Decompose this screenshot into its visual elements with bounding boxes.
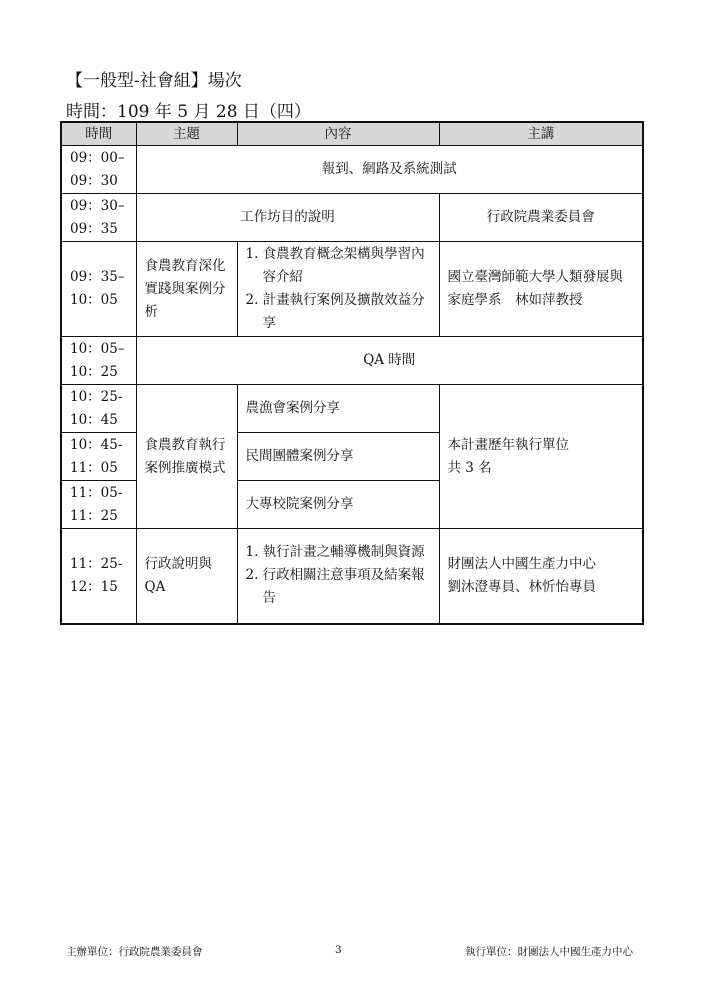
speaker-cell xyxy=(439,385,643,529)
table-header-row xyxy=(61,122,643,146)
time-end: 09：30 xyxy=(70,172,118,189)
time-start: 09：30– xyxy=(70,197,125,214)
content-cell: 報到、網路及系統測試 xyxy=(136,146,643,194)
time-start: 09：00– xyxy=(70,149,125,166)
speaker-cell xyxy=(439,529,643,624)
time-start: 10：25- xyxy=(70,388,123,405)
table-row xyxy=(61,146,643,194)
session-date: 時間：109 年 5 月 28 日（四） xyxy=(66,102,311,122)
table-row xyxy=(61,529,643,624)
topic-cell: 食農教育深化實踐與案例分析 xyxy=(136,242,237,337)
time-end: 12：15 xyxy=(70,578,118,595)
footer-organizer: 主辦單位：行政院農業委員會 xyxy=(66,946,203,958)
topic-cell: 工作坊目的說明 xyxy=(136,194,439,242)
list-item: 1. 執行計畫之輔導機制與資源 xyxy=(245,544,425,561)
topic-cell: 食農教育執行案例推廣模式 xyxy=(136,385,237,529)
time-start: 10：45- xyxy=(70,436,123,453)
table-row xyxy=(61,337,643,385)
content-list xyxy=(246,243,431,335)
time-cell xyxy=(61,146,136,194)
time-cell xyxy=(61,385,136,433)
time-start: 11：25- xyxy=(70,555,123,572)
time-cell xyxy=(61,529,136,624)
time-end: 11：05 xyxy=(70,459,118,476)
list-item: 2. 行政相關注意事項及結案報告 xyxy=(245,567,425,607)
content-cell: 農漁會案例分享 xyxy=(237,385,439,433)
time-cell xyxy=(61,242,136,337)
content-cell xyxy=(237,242,439,337)
speaker-cell: 行政院農業委員會 xyxy=(439,194,643,242)
speaker-line: 本計畫歷年執行單位 xyxy=(447,436,569,453)
content-cell: 民間團體案例分享 xyxy=(237,433,439,481)
time-cell xyxy=(61,433,136,481)
time-end: 10：45 xyxy=(70,411,118,428)
speaker-line: 共 3 名 xyxy=(447,459,492,476)
time-start: 09：35– xyxy=(70,269,125,285)
column-header-time: 時間 xyxy=(61,122,136,146)
footer-executor: 執行單位：財團法人中國生產力中心 xyxy=(465,946,633,958)
list-item: 1. 食農教育概念架構與學習內容介紹 xyxy=(245,246,425,285)
speaker-line: 財團法人中國生產力中心 xyxy=(447,555,596,572)
content-cell: 大專校院案例分享 xyxy=(237,481,439,529)
time-end: 11：25 xyxy=(70,507,118,524)
session-title: 【一般型-社會組】場次 xyxy=(66,71,242,91)
list-item: 2. 計畫執行案例及擴散效益分享 xyxy=(245,292,425,331)
table-row xyxy=(61,385,643,433)
time-end: 10：05 xyxy=(70,292,118,308)
page-number: 3 xyxy=(335,944,342,956)
time-cell xyxy=(61,337,136,385)
time-cell xyxy=(61,481,136,529)
content-list xyxy=(246,541,431,610)
table-row xyxy=(61,242,643,337)
time-end: 10：25 xyxy=(70,363,118,380)
time-end: 09：35 xyxy=(70,220,118,237)
time-start: 11：05- xyxy=(70,484,123,501)
topic-cell: 行政說明與QA xyxy=(136,529,237,624)
column-header-content: 內容 xyxy=(237,122,439,146)
table-row xyxy=(61,194,643,242)
time-start: 10：05– xyxy=(70,340,125,357)
speaker-line: 劉沐澄專員、林忻怡專員 xyxy=(447,578,596,595)
column-header-speaker: 主講 xyxy=(439,122,643,146)
content-cell: QA 時間 xyxy=(136,337,643,385)
content-cell xyxy=(237,529,439,624)
speaker-cell: 國立臺灣師範大學人類發展與家庭學系 林如萍教授 xyxy=(439,242,643,337)
column-header-topic: 主題 xyxy=(136,122,237,146)
schedule-table xyxy=(60,121,644,625)
time-cell xyxy=(61,194,136,242)
